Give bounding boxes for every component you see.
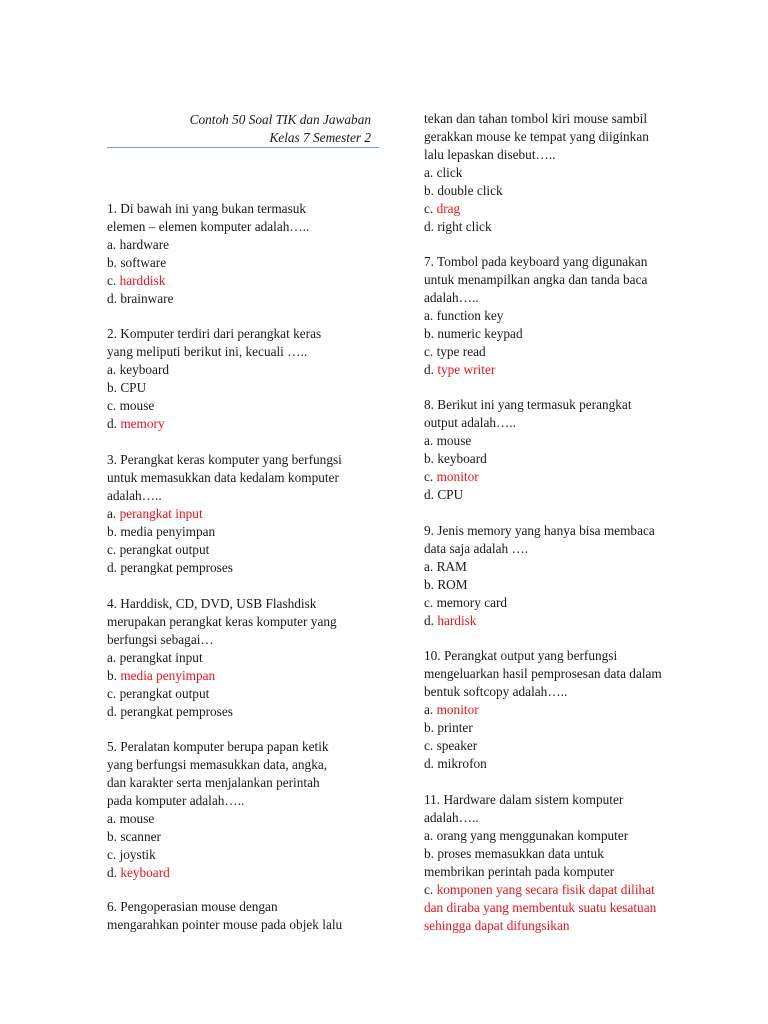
answer-option: [424, 755, 724, 773]
answer-option-correct: [107, 272, 379, 290]
title-line-2: Kelas 7 Semester 2: [269, 130, 371, 145]
option-letter: a.: [424, 702, 434, 717]
option-letter: b.: [107, 668, 117, 683]
answer-option: [107, 810, 379, 828]
question-text: 9. Jenis memory yang hanya bisa membaca data saja adalah ….: [424, 523, 655, 556]
option-letter: d.: [107, 560, 117, 575]
option-letter: c.: [424, 738, 434, 753]
question-6-continued: [424, 110, 724, 236]
question-9: [424, 522, 724, 630]
answer-option: [107, 685, 379, 703]
option-letter: c.: [107, 398, 117, 413]
option-letter: a.: [424, 165, 434, 180]
option-text: mouse: [119, 398, 155, 413]
answer-option: [424, 737, 724, 755]
option-letter: c.: [107, 686, 117, 701]
option-text: drag: [436, 201, 461, 216]
option-text: komponen yang secara fisik dapat dilihat dan diraba yang membentuk suatu kesatuan sehingga dapat difungsikan: [424, 882, 657, 933]
answer-option: [424, 558, 724, 576]
option-text: click: [436, 165, 463, 180]
option-text: monitor: [436, 469, 479, 484]
option-letter: d.: [107, 291, 117, 306]
option-letter: b.: [424, 451, 434, 466]
option-text: scanner: [120, 829, 161, 844]
answer-option: [424, 432, 724, 450]
option-text: memory: [120, 416, 165, 431]
answer-option: [424, 325, 724, 343]
option-letter: a.: [107, 811, 117, 826]
answer-option-correct: [107, 864, 379, 882]
answer-option-correct: [424, 701, 724, 719]
option-letter: d.: [424, 487, 434, 502]
option-letter: c.: [424, 469, 434, 484]
answer-option: [107, 361, 379, 379]
option-letter: b.: [424, 846, 434, 861]
question-text: 10. Perangkat output yang berfungsi mengeluarkan hasil pemprosesan data dalam bentuk softcopy adalah…..: [424, 648, 662, 699]
option-text: perangkat output: [119, 686, 210, 701]
answer-option: [107, 254, 379, 272]
option-text: media penyimpan: [120, 524, 216, 539]
answer-option: [107, 379, 379, 397]
option-letter: b.: [424, 183, 434, 198]
option-text: mouse: [119, 811, 155, 826]
answer-option-correct: [107, 505, 379, 523]
option-text: type writer: [437, 362, 496, 377]
option-text: harddisk: [119, 273, 166, 288]
option-text: CPU: [120, 380, 147, 395]
answer-option: [424, 719, 724, 737]
option-letter: a.: [107, 237, 117, 252]
option-letter: a.: [424, 308, 434, 323]
question-6: [107, 898, 379, 934]
option-text: type read: [436, 344, 486, 359]
answer-option: [107, 236, 379, 254]
answer-option: [107, 703, 379, 721]
option-text: ROM: [437, 577, 468, 592]
option-text: CPU: [437, 487, 464, 502]
option-letter: c.: [424, 344, 434, 359]
answer-option: [424, 486, 724, 504]
option-letter: a.: [107, 506, 117, 521]
option-letter: a.: [107, 362, 117, 377]
option-text: function key: [436, 308, 504, 323]
option-text: mouse: [436, 433, 472, 448]
option-letter: b.: [424, 720, 434, 735]
answer-option: [424, 594, 724, 612]
option-text: RAM: [436, 559, 467, 574]
option-text: memory card: [436, 595, 508, 610]
option-text: brainware: [120, 291, 174, 306]
question-text: 3. Perangkat keras komputer yang berfungsi untuk memasukkan data kedalam komputer adalah…..: [107, 452, 342, 503]
option-text: mikrofon: [437, 756, 487, 771]
question-1: [107, 200, 379, 308]
answer-option: [424, 164, 724, 182]
option-text: right click: [437, 219, 492, 234]
question-3: [107, 451, 379, 577]
answer-option: [107, 397, 379, 415]
option-text: perangkat output: [119, 542, 210, 557]
option-letter: c.: [424, 201, 434, 216]
question-5: [107, 738, 379, 882]
answer-option-correct: [424, 612, 724, 630]
question-2: [107, 325, 379, 433]
option-text: double click: [437, 183, 503, 198]
question-text: 6. Pengoperasian mouse dengan mengarahkan pointer mouse pada objek lalu: [107, 899, 343, 932]
option-letter: d.: [107, 865, 117, 880]
answer-option-correct: [424, 468, 724, 486]
option-letter: c.: [424, 595, 434, 610]
question-10: [424, 647, 724, 773]
answer-option: [424, 343, 724, 361]
title-underline: [107, 147, 379, 148]
option-letter: b.: [107, 829, 117, 844]
answer-option: [107, 290, 379, 308]
option-text: keyboard: [120, 865, 170, 880]
answer-option: [107, 523, 379, 541]
option-letter: a.: [424, 433, 434, 448]
answer-option-correct: [424, 881, 724, 935]
option-letter: b.: [424, 326, 434, 341]
option-letter: b.: [107, 524, 117, 539]
option-text: perangkat pemproses: [120, 704, 233, 719]
option-text: speaker: [436, 738, 478, 753]
title-line-1: Contoh 50 Soal TIK dan Jawaban: [189, 112, 371, 127]
answer-option-correct: [424, 200, 724, 218]
option-text: perangkat pemproses: [120, 560, 233, 575]
option-text: orang yang menggunakan komputer: [436, 828, 629, 843]
question-text: 7. Tombol pada keyboard yang digunakan untuk menampilkan angka dan tanda baca adalah…..: [424, 254, 648, 305]
option-letter: c.: [424, 882, 434, 897]
option-letter: c.: [107, 847, 117, 862]
answer-option-correct: [424, 361, 724, 379]
answer-option: [107, 541, 379, 559]
answer-option: [107, 649, 379, 667]
option-letter: d.: [424, 756, 434, 771]
answer-option-correct: [107, 667, 379, 685]
answer-option: [424, 827, 724, 845]
option-letter: b.: [424, 577, 434, 592]
answer-option: [424, 218, 724, 236]
option-text: software: [120, 255, 167, 270]
question-text: tekan dan tahan tombol kiri mouse sambil gerakkan mouse ke tempat yang diiginkan lalu lepaskan disebut…..: [424, 111, 649, 162]
option-text: keyboard: [437, 451, 487, 466]
answer-option: [107, 828, 379, 846]
answer-option: [424, 450, 724, 468]
answer-option: [424, 845, 724, 881]
answer-option: [424, 307, 724, 325]
answer-option: [107, 846, 379, 864]
option-letter: a.: [107, 650, 117, 665]
option-letter: b.: [107, 380, 117, 395]
question-text: 1. Di bawah ini yang bukan termasuk elemen – elemen komputer adalah…..: [107, 201, 310, 234]
option-text: monitor: [436, 702, 479, 717]
option-text: hardware: [119, 237, 170, 252]
answer-option: [424, 576, 724, 594]
option-letter: d.: [107, 416, 117, 431]
option-text: proses memasukkan data untuk membrikan perintah pada komputer: [424, 846, 615, 879]
option-letter: d.: [424, 362, 434, 377]
option-letter: d.: [424, 219, 434, 234]
option-letter: b.: [107, 255, 117, 270]
question-text: 4. Harddisk, CD, DVD, USB Flashdisk merupakan perangkat keras komputer yang berfungsi sebagai…: [107, 596, 337, 647]
option-text: keyboard: [119, 362, 170, 377]
option-letter: c.: [107, 542, 117, 557]
document-title: [107, 111, 371, 147]
option-text: perangkat input: [119, 506, 203, 521]
question-text: 8. Berikut ini yang termasuk perangkat output adalah…..: [424, 397, 632, 430]
answer-option-correct: [107, 415, 379, 433]
answer-option: [424, 182, 724, 200]
question-text: 11. Hardware dalam sistem komputer adalah…..: [424, 792, 624, 825]
option-text: hardisk: [437, 613, 477, 628]
answer-option: [107, 559, 379, 577]
option-text: printer: [437, 720, 473, 735]
option-letter: d.: [107, 704, 117, 719]
option-letter: d.: [424, 613, 434, 628]
option-text: numeric keypad: [437, 326, 523, 341]
option-letter: c.: [107, 273, 117, 288]
question-text: 2. Komputer terdiri dari perangkat keras yang meliputi berikut ini, kecuali …..: [107, 326, 322, 359]
option-text: perangkat input: [119, 650, 203, 665]
question-8: [424, 396, 724, 504]
question-4: [107, 595, 379, 721]
question-7: [424, 253, 724, 379]
question-text: 5. Peralatan komputer berupa papan ketik yang berfungsi memasukkan data, angka, dan karakter serta menjalankan perintah pada komputer adalah…..: [107, 739, 329, 808]
option-letter: a.: [424, 559, 434, 574]
option-text: joystik: [119, 847, 156, 862]
option-letter: a.: [424, 828, 434, 843]
question-11: [424, 791, 724, 935]
option-text: media penyimpan: [120, 668, 216, 683]
